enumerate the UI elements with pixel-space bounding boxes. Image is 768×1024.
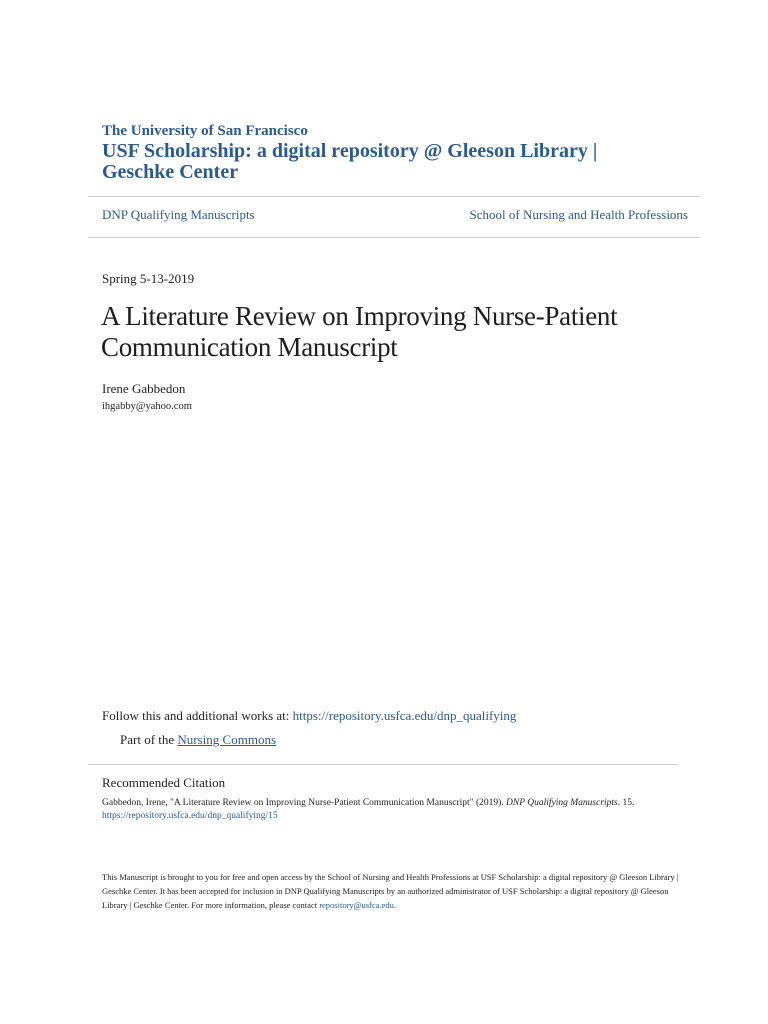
citation-body: Gabbedon, Irene, "A Literature Review on Improving Nurse-Patient Communication Manuscript" (2019). xyxy=(102,798,507,808)
part-of-prefix: Part of the xyxy=(120,732,178,747)
citation-series: DNP Qualifying Manuscripts xyxy=(506,798,618,808)
recommended-citation-heading: Recommended Citation xyxy=(102,775,226,790)
follow-prefix: Follow this and additional works at: xyxy=(102,708,293,723)
institution-name: The University of San Francisco xyxy=(102,123,308,139)
part-of-line xyxy=(120,732,276,748)
series-link[interactable]: DNP Qualifying Manuscripts xyxy=(102,207,255,222)
document-title: A Literature Review on Improving Nurse-Patient Communication Manuscript xyxy=(101,301,618,362)
divider-citation xyxy=(88,764,678,765)
follow-url-link[interactable]: https://repository.usfca.edu/dnp_qualifying xyxy=(292,708,517,723)
access-notice-end: . xyxy=(393,900,396,910)
nursing-commons-link[interactable]: Nursing Commons xyxy=(177,732,276,747)
access-notice xyxy=(102,870,682,912)
publication-date: Spring 5-13-2019 xyxy=(102,271,195,286)
author-email: ihgabby@yahoo.com xyxy=(102,401,192,412)
department-link[interactable]: School of Nursing and Health Professions xyxy=(469,207,688,222)
access-notice-text: This Manuscript is brought to you for free and open access by the School of Nursing and Health Professions at USF Scholarship: a digital repository @ Gleeson Library | Geschke Center. It has been accepted for inclusion in DNP Qualifying Manuscripts by an authorized administrator of USF Scholarship: a digital repository @ Gleeson Library | Geschke Center. For more information, please contact xyxy=(102,872,679,910)
author-name: Irene Gabbedon xyxy=(102,381,186,396)
divider-top xyxy=(88,196,700,197)
repository-title-link[interactable]: USF Scholarship: a digital repository @ Gleeson Library | Geschke Center xyxy=(102,140,598,183)
contact-email-link[interactable]: repository@usfca.edu xyxy=(319,900,394,910)
citation-number: . 15. xyxy=(617,798,635,808)
divider-header-bottom xyxy=(88,237,700,238)
citation-url-link[interactable]: https://repository.usfca.edu/dnp_qualifying/15 xyxy=(102,811,278,821)
citation-text xyxy=(102,797,662,823)
follow-line xyxy=(102,708,516,724)
